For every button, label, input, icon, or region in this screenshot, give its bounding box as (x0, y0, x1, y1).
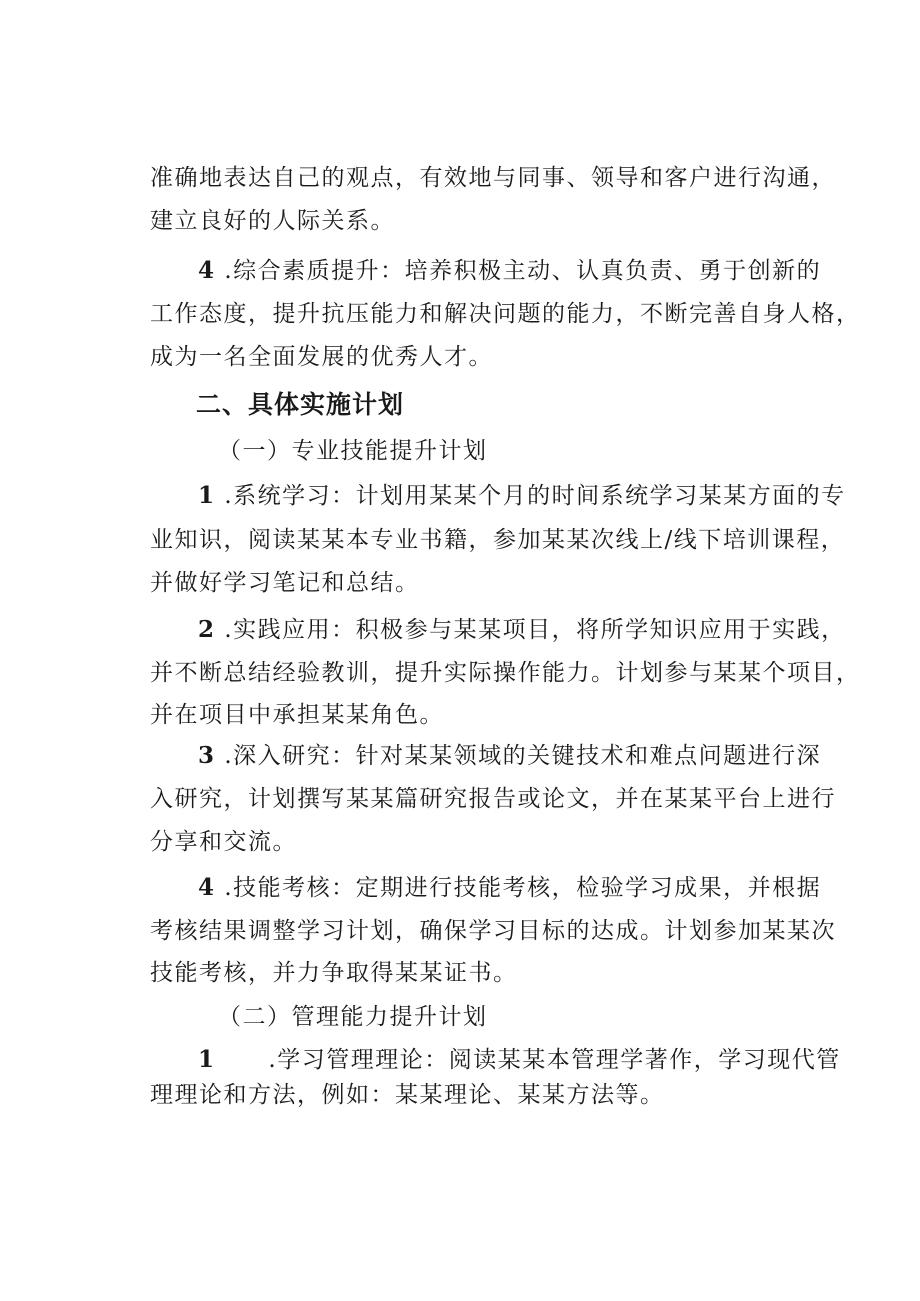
list-item-line: 2 .实践应用：积极参与某某项目，将所学知识应用于实践， (198, 616, 846, 643)
paragraph-line: 建立良好的人际关系。 (150, 208, 395, 234)
paragraph-line: 理理论和方法，例如：某某理论、某某方法等。 (150, 1082, 665, 1108)
paragraph-line: 成为一名全面发展的优秀人才。 (150, 344, 493, 370)
paragraph-line: 工作态度，提升抗压能力和解决问题的能力，不断完善自身人格， (150, 301, 861, 327)
paragraph-line: 业知识，阅读某某本专业书籍，参加某某次线上/线下培训课程， (150, 527, 846, 553)
list-item-line: 4 .综合素质提升：培养积极主动、认真负责、勇于创新的 (198, 257, 822, 284)
paragraph-line: 入研究，计划撰写某某篇研究报告或论文，并在某某平台上进行 (150, 786, 836, 812)
paragraph-line: 技能考核，并力争取得某某证书。 (150, 960, 518, 986)
list-number: 3 (198, 742, 216, 769)
paragraph-line: 并在项目中承担某某角色。 (150, 702, 444, 728)
section-heading: 二、具体实施计划 (196, 390, 405, 419)
subsection-heading: （二）管理能力提升计划 (218, 1004, 488, 1030)
list-item-line: 3 .深入研究：针对某某领域的关键技术和难点问题进行深 (198, 742, 822, 769)
paragraph-line: 准确地表达自己的观点，有效地与同事、领导和客户进行沟通， (150, 165, 836, 191)
list-item-line: 1 .系统学习：计划用某某个月的时间系统学习某某方面的专 (198, 482, 846, 509)
subsection-heading: （一）专业技能提升计划 (218, 438, 488, 464)
paragraph-line: 考核结果调整学习计划，确保学习目标的达成。计划参加某某次 (150, 918, 836, 944)
list-item-line: 1 .学习管理理论：阅读某某本管理学著作，学习现代管 (198, 1046, 841, 1073)
list-item-line: 4 .技能考核：定期进行技能考核，检验学习成果，并根据 (198, 874, 822, 901)
paragraph-line: 并做好学习笔记和总结。 (150, 570, 420, 596)
list-number: 4 (198, 874, 216, 901)
list-number: 1 (198, 482, 216, 509)
list-number: 2 (198, 616, 216, 643)
paragraph-line: 并不断总结经验教训，提升实际操作能力。计划参与某某个项目， (150, 660, 861, 686)
list-number: 1 (198, 1046, 216, 1073)
list-number: 4 (198, 257, 216, 284)
paragraph-line: 分享和交流。 (150, 829, 297, 855)
